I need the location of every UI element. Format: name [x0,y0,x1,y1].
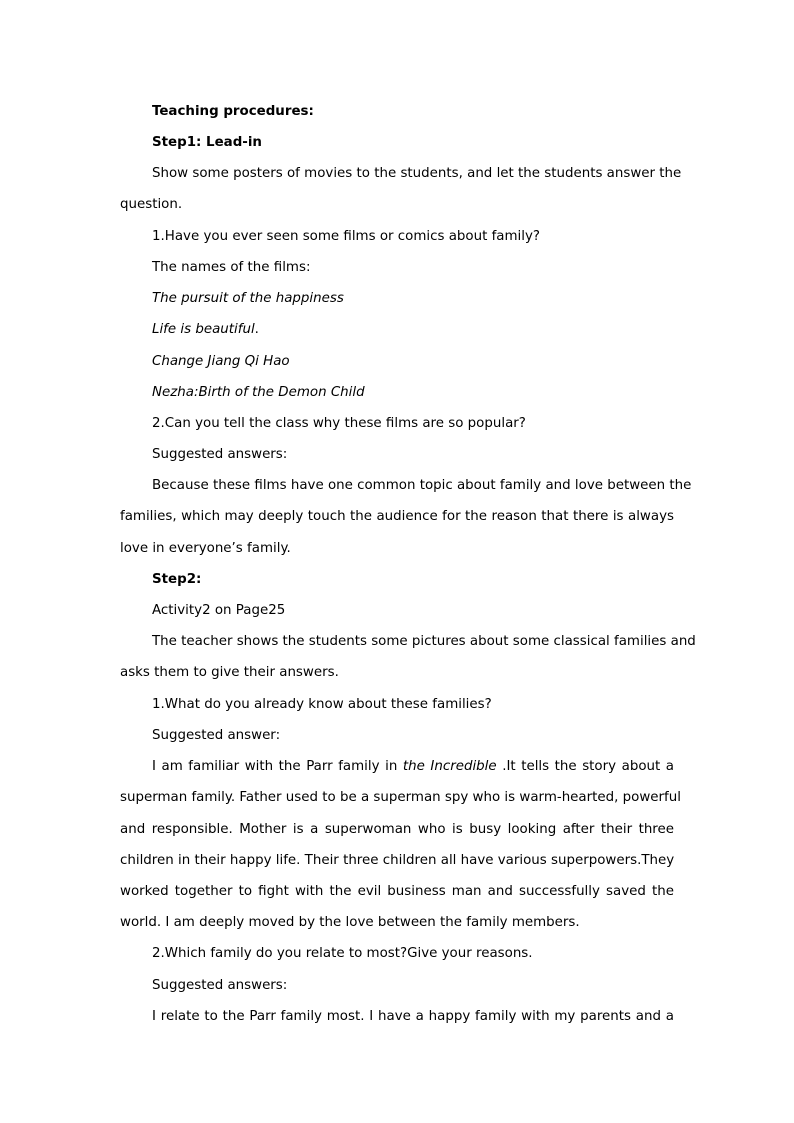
step2-answer-2 [120,1001,674,1032]
step2-answer1-line: children in their happy life. Their three children all have various superpowers.They [120,852,675,868]
film-title-incredible: the Incredible [402,759,497,774]
step2-answer1-line: worked together to fight with the evil business man and successfully saved the [120,884,674,900]
films-label: The names of the films: [152,260,311,275]
step2-question-1: 1.What do you already know about these families? [152,697,492,712]
step1-question-1: 1.Have you ever seen some films or comics about family? [152,229,541,244]
step2-answer1-line: superman family. Father used to be a superman spy who is warm-hearted, powerful [120,790,681,806]
step2-intro-line: The teacher shows the students some pictures about some classical families and [152,634,696,649]
step2-title: Step2: [152,572,202,587]
film-title: Change Jiang Qi Hao [152,354,290,369]
film-title: The pursuit of the happiness [152,291,344,306]
step1-answer-label: Suggested answers: [152,447,288,462]
film-title-period: . [254,322,259,337]
film-title: Life is beautiful [152,322,255,337]
step2-answer1-label: Suggested answer: [152,728,281,743]
step1-intro-line: Show some posters of movies to the students, and let the students answer the [152,166,682,181]
step2-answer1-line [120,751,674,782]
step2-answer2-label: Suggested answers: [152,978,288,993]
step1-intro-line: question. [120,197,183,213]
step2-answer1-line: and responsible. Mother is a superwoman who is busy looking after their three [120,821,674,837]
film-title-line [152,321,259,339]
film-title: Nezha:Birth of the Demon Child [152,385,365,400]
step1-answer-line: families, which may deeply touch the audience for the reason that there is always [120,509,674,525]
answer1-text: I am familiar with the Parr family in [152,759,403,774]
step1-answer-line: Because these films have one common topic about family and love between the [152,478,692,493]
step1-question-2: 2.Can you tell the class why these films are so popular? [152,416,526,431]
step2-activity: Activity2 on Page25 [152,603,286,618]
step2-intro-line: asks them to give their answers. [120,665,339,681]
step2-answer1-line: world. I am deeply moved by the love between the family members. [120,915,580,931]
step2-intro [120,626,696,689]
answer1-text: .It tells the story about a [496,759,675,774]
step2-answer2-line: I relate to the Parr family most. I have a happy family with my parents and a [152,1009,674,1024]
step1-intro [120,158,682,221]
step1-title: Step1: Lead-in [152,135,262,150]
step1-answer-line: love in everyone’s family. [120,540,291,556]
step2-answer-1 [120,751,681,939]
section-heading: Teaching procedures: [152,104,314,119]
step1-answer [120,470,692,564]
step2-question-2: 2.Which family do you relate to most?Give your reasons. [152,946,533,961]
